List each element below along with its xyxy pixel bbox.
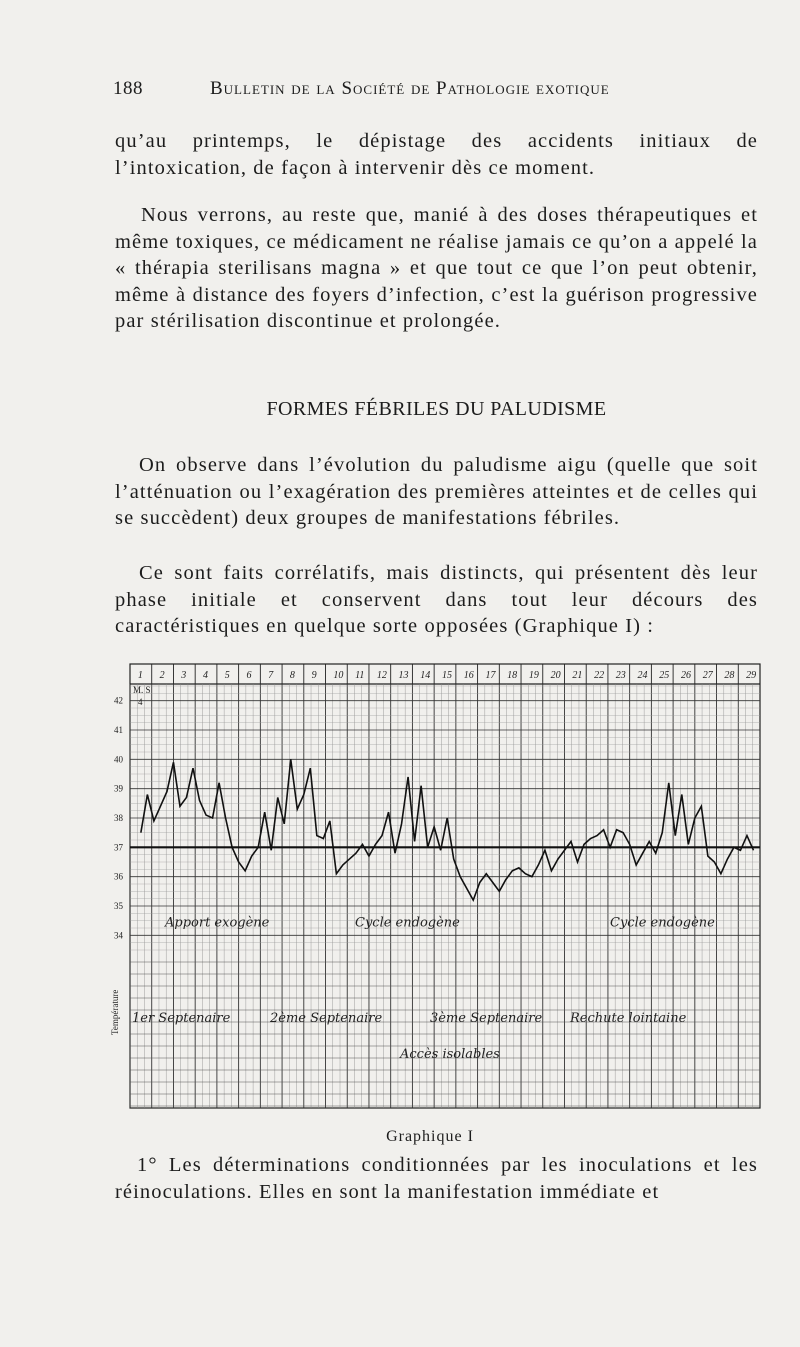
day-label: 28 [724, 670, 735, 681]
y-tick-label: 35 [114, 901, 123, 911]
day-label: 4 [203, 670, 209, 681]
day-label: 26 [680, 670, 691, 681]
day-label: 27 [702, 670, 713, 681]
day-label: 20 [550, 670, 561, 681]
corner-mark: M. S [133, 685, 151, 695]
y-tick-label: 42 [114, 695, 123, 706]
paragraph-1: qu’au printemps, le dépistage des accidents initiaux de l’intoxication, de façon à intervenir dès ce moment. [115, 130, 758, 179]
y-tick-label: 38 [114, 813, 123, 823]
temperature-curve [141, 759, 754, 900]
day-label: 7 [268, 670, 274, 681]
day-label: 22 [594, 670, 605, 681]
day-label: 13 [398, 670, 409, 681]
day-label: 29 [746, 670, 757, 681]
period-annotation: 1er Septenaire [132, 1011, 231, 1026]
day-label: 23 [615, 670, 626, 681]
day-label: 2 [159, 670, 165, 681]
cycle-annotation: Cycle endogène [610, 915, 715, 931]
paragraph-2: Nous verrons, au reste que, manié à des doses thérapeutiques et même toxiques, ce médicament ne réalise jamais ce qu’on a appelé la « thérapia sterilisans magna » et que tout ce que l’on peut obtenir, même à distance des foyers d’infection, c’est la guérison progressive par stérilisation discontinue et prolongée. [115, 204, 758, 332]
y-tick-label: 37 [114, 842, 123, 853]
figure-caption: Graphique I [386, 1128, 474, 1145]
day-label: 24 [637, 670, 648, 681]
day-label: 10 [333, 670, 344, 681]
y-axis-label: Température [110, 989, 120, 1035]
corner-mark: 4 [138, 697, 143, 707]
paragraph-3: On observe dans l’évolution du paludisme aigu (quelle que soit l’atténuation ou l’exagération des premières atteintes et de celles qui se succèdent) deux groupes de manifestations fébriles. [115, 454, 758, 529]
period-annotation: Rechute lointaine [570, 1011, 687, 1026]
day-label: 19 [528, 670, 539, 681]
note-annotation: Accès isolables [400, 1047, 500, 1062]
day-label: 11 [355, 670, 365, 681]
day-label: 17 [485, 670, 496, 681]
day-label: 3 [181, 670, 187, 681]
section-heading: FORMES FÉBRILES DU PALUDISME [266, 398, 607, 420]
temperature-chart [100, 660, 765, 1120]
chart-svg [100, 660, 765, 1115]
paragraph-4: Ce sont faits corrélatifs, mais distincts, qui présentent dès leur phase initiale et conservent dans tout leur décours des caractéristiques en quelque sorte opposées (Graphique I) : [115, 562, 758, 637]
day-label: 18 [507, 670, 518, 681]
day-label: 12 [376, 670, 387, 681]
y-tick-label: 40 [114, 754, 123, 765]
page-header [113, 78, 673, 108]
running-title: Bulletin de la Société de Pathologie exotique [210, 78, 610, 99]
day-label: 5 [224, 670, 230, 681]
cycle-annotation: Apport exogène [165, 915, 270, 931]
day-label: 8 [289, 670, 295, 681]
cycle-annotation: Cycle endogène [355, 915, 460, 931]
day-label: 6 [246, 670, 252, 681]
day-label: 25 [659, 670, 670, 681]
y-tick-label: 41 [114, 725, 123, 735]
day-label: 15 [442, 670, 452, 681]
period-annotation: 3ème Septenaire [430, 1011, 543, 1026]
day-label: 16 [463, 670, 474, 681]
y-tick-label: 34 [114, 930, 123, 941]
day-label: 21 [572, 670, 583, 681]
y-tick-label: 36 [114, 871, 123, 882]
chart-frame [130, 664, 760, 1108]
day-label: 9 [311, 670, 317, 681]
y-tick-label: 39 [114, 783, 123, 794]
day-label: 1 [137, 670, 143, 681]
period-annotation: 2ème Septenaire [270, 1011, 383, 1026]
page-number: 188 [113, 78, 143, 99]
day-label: 14 [420, 670, 431, 681]
paragraph-5: 1° Les déterminations conditionnées par les inoculations et les réinoculations. Elles en sont la manifestation immédiate et [115, 1154, 758, 1203]
